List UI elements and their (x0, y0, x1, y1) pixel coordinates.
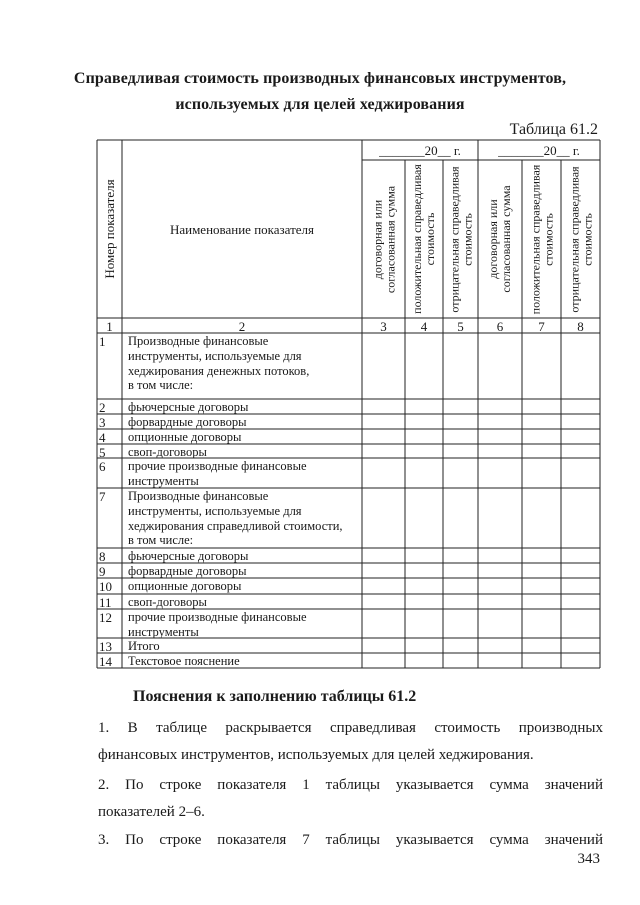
row-number: 5 (99, 445, 106, 460)
row-number: 14 (99, 654, 112, 669)
header-period-2: _______20__ г. (498, 143, 580, 158)
row-number: 10 (99, 579, 112, 594)
page-title-line-1: Справедливая стоимость производных финансовых инструментов, (73, 70, 567, 87)
column-number-3: 3 (380, 319, 387, 334)
row-label: форвардные договоры (128, 564, 247, 578)
paragraph-2-line-1: 2. По строке показателя 1 таблицы указывается сумма значений (98, 777, 603, 793)
row-number: 13 (99, 639, 112, 654)
row-label: своп-договоры (128, 595, 207, 609)
header-subcolumn-6: договорная или согласованная сумма (486, 185, 513, 293)
column-number-6: 6 (496, 319, 504, 334)
row-label: опционные договоры (128, 579, 242, 593)
paragraph-1-line-1: 1. В таблице раскрывается справедливая стоимость производных (98, 720, 603, 736)
header-name-column: Наименование показателя (169, 222, 315, 237)
page-number: 343 (577, 851, 600, 867)
row-label: Текстовое пояснение (128, 654, 240, 668)
row-label: прочие производные финансовые инструменты (128, 459, 307, 488)
header-subcolumn-7: положительная справедливая стоимость (527, 164, 555, 314)
row-label: Производные финансовые инструменты, используемые для хеджирования справедливой стоимости, в том числе: (128, 489, 343, 548)
header-subcolumn-5: отрицательная справедливая стоимость (446, 165, 474, 313)
row-label: опционные договоры (128, 430, 242, 444)
row-number: 8 (99, 549, 106, 564)
row-number: 3 (99, 415, 106, 430)
row-number: 1 (99, 334, 106, 349)
row-number: 9 (99, 564, 106, 579)
row-number: 7 (99, 489, 106, 504)
row-number: 4 (99, 430, 106, 445)
table-label: Таблица 61.2 (509, 121, 598, 138)
row-number: 6 (99, 459, 106, 474)
column-number-1: 1 (106, 319, 113, 334)
row-label: своп-договоры (128, 445, 207, 459)
row-label: прочие производные финансовые инструменты (128, 610, 307, 639)
explanations-heading: Пояснения к заполнению таблицы 61.2 (133, 688, 417, 705)
row-label: форвардные договоры (128, 415, 247, 429)
column-number-8: 8 (577, 319, 584, 334)
row-label: Итого (128, 639, 160, 653)
row-number: 2 (99, 400, 106, 415)
row-label: Производные финансовые инструменты, используемые для хеджирования денежных потоков, в том числе: (128, 334, 310, 393)
row-label: фьючерсные договоры (128, 400, 249, 414)
header-period-1: _______20__ г. (379, 143, 461, 158)
column-number-2: 2 (238, 319, 246, 334)
paragraph-1-line-2: финансовых инструментов, используемых для целей хеджирования. (98, 747, 534, 763)
column-number-4: 4 (420, 319, 428, 334)
header-number-column: Номер показателя (101, 179, 117, 279)
header-subcolumn-3: договорная или согласованная сумма (369, 185, 397, 293)
row-label: фьючерсные договоры (128, 549, 249, 563)
row-number: 12 (99, 610, 112, 625)
page-title-line-2: используемых для целей хеджирования (175, 96, 465, 113)
paragraph-2-line-2: показателей 2–6. (98, 804, 205, 820)
header-subcolumn-8: отрицательная справедливая стоимость (566, 165, 594, 313)
header-subcolumn-4: положительная справедливая стоимость (410, 164, 437, 314)
column-number-7: 7 (538, 319, 545, 334)
paragraph-3-line-1: 3. По строке показателя 7 таблицы указывается сумма значений (98, 832, 603, 848)
row-number: 11 (99, 595, 112, 610)
column-number-5: 5 (457, 319, 464, 334)
